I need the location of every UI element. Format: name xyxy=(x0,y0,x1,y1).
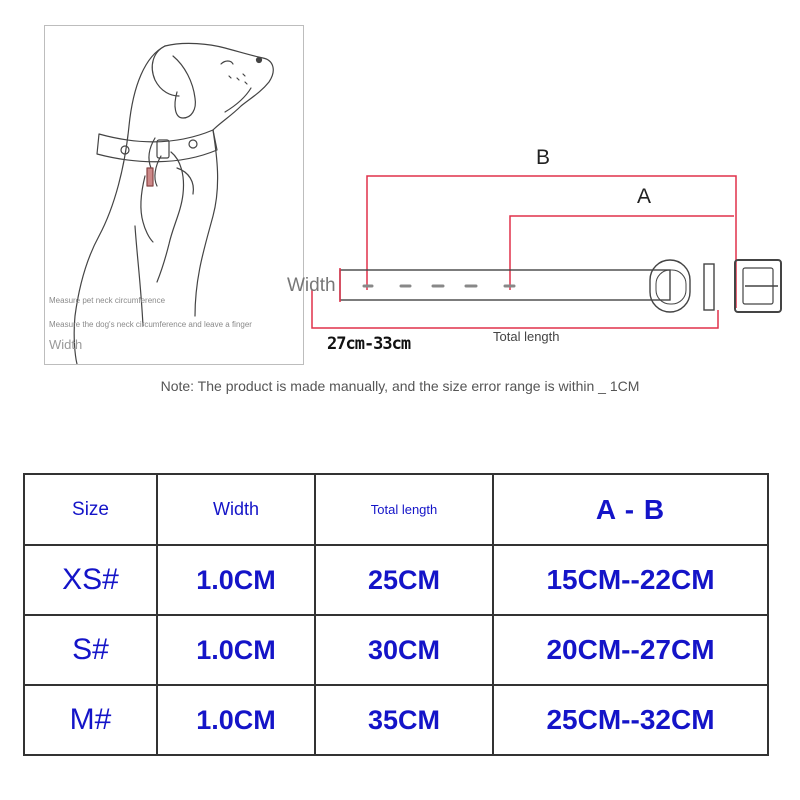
table-row xyxy=(24,545,768,615)
cell-total-length: 30CM xyxy=(315,615,493,685)
dog-illustration-panel xyxy=(44,25,304,365)
cell-a-b: 20CM--27CM xyxy=(493,615,768,685)
cell-a-b: 25CM--32CM xyxy=(493,685,768,755)
header-width: Width xyxy=(157,474,315,545)
size-table xyxy=(23,473,769,756)
cell-size: S# xyxy=(24,615,157,685)
total-length-label: Total length xyxy=(493,329,560,344)
table-row xyxy=(24,615,768,685)
hand-outline xyxy=(157,152,184,282)
label-b: B xyxy=(536,146,551,169)
cell-size: M# xyxy=(24,685,157,755)
cell-size: XS# xyxy=(24,545,157,615)
dog-head-outline xyxy=(165,43,273,130)
dog-caption-1: Measure pet neck circumference xyxy=(49,296,166,305)
dog-width-label: Width xyxy=(49,337,83,352)
size-range-label: 27cm-33cm xyxy=(327,334,411,354)
bracket-b-line xyxy=(367,176,736,308)
table-row xyxy=(24,685,768,755)
collar-keeper xyxy=(704,264,714,310)
size-error-note: Note: The product is made manually, and the size error range is within _ 1CM xyxy=(160,378,640,394)
cell-a-b: 15CM--22CM xyxy=(493,545,768,615)
header-total-length: Total length xyxy=(315,474,493,545)
width-label: Width xyxy=(287,275,336,296)
cell-total-length: 35CM xyxy=(315,685,493,755)
label-a: A xyxy=(637,185,652,208)
dog-neck-measure-illustration xyxy=(45,26,303,364)
cell-width: 1.0CM xyxy=(157,615,315,685)
header-a-b: A - B xyxy=(493,474,768,545)
cell-total-length: 25CM xyxy=(315,545,493,615)
table-header-row xyxy=(24,474,768,545)
cell-width: 1.0CM xyxy=(157,545,315,615)
bracket-a-line xyxy=(510,216,734,290)
header-size: Size xyxy=(24,474,157,545)
dog-caption-2: Measure the dog's neck circumference and leave a finger xyxy=(49,320,252,329)
cell-width: 1.0CM xyxy=(157,685,315,755)
